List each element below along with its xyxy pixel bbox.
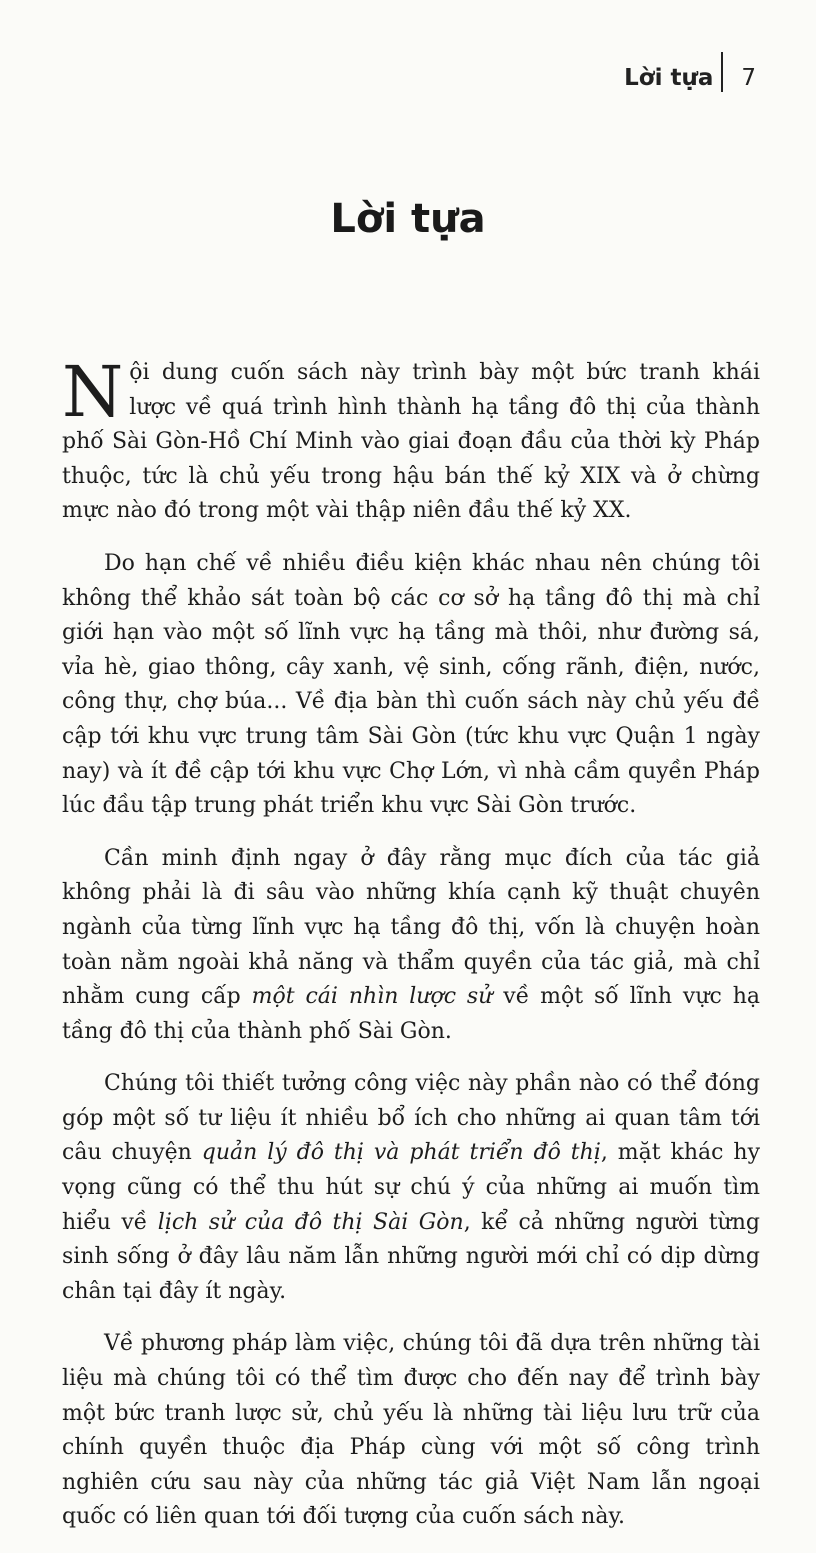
paragraph-4-text-c: , kể cả những người từng sinh sống ở đây lâu năm lẫn những người mới chỉ có dịp dừng chân tại đây ít ngày. [62,1209,760,1304]
paragraph-4 [62,1067,760,1309]
paragraph-4-italic-a: quản lý đô thị và phát triển đô thị [201,1140,601,1166]
page-number: 7 [741,65,756,91]
running-header-title: Lời tựa [624,65,714,91]
paragraph-2: Do hạn chế về nhiều điều kiện khác nhau nên chúng tôi không thể khảo sát toàn bộ các cơ sở hạ tầng đô thị mà chỉ giới hạn vào một số lĩnh vực hạ tầng mà thôi, như đường sá, vỉa hè, giao thông, cây xanh, vệ sinh, cống rãnh, điện, nước, công thự, chợ búa... Về địa bàn thì cuốn sách này chủ yếu đề cập tới khu vực trung tâm Sài Gòn (tức khu vực Quận 1 ngày nay) và ít đề cập tới khu vực Chợ Lớn, vì nhà cầm quyền Pháp lúc đầu tập trung phát triển khu vực Sài Gòn trước. [62,550,760,819]
paragraph-3 [62,842,760,1050]
paragraph-1-text: ội dung cuốn sách này trình bày một bức tranh khái lược về quá trình hình thành hạ tầng đô thị của thành phố Sài Gòn-Hồ Chí Minh vào giai đoạn đầu của thời kỳ Pháp thuộc, tức là chủ yếu trong hậu bán thế kỷ XIX và ở chừng mực nào đó trong một vài thập niên đầu thế kỷ XX. [62,360,760,524]
drop-cap: N [62,351,124,433]
body-text [62,351,761,1553]
paragraph-4-text-b: , mặt khác hy vọng cũng có thể thu hút sự chú ý của những ai muốn tìm hiểu về [62,1140,761,1235]
paragraph-3-text-b: về một số lĩnh vực hạ tầng đô thị của thành phố Sài Gòn. [62,984,761,1044]
paragraph-1 [62,351,760,529]
paragraph-5: Về phương pháp làm việc, chúng tôi đã dựa trên những tài liệu mà chúng tôi có thể tìm được cho đến nay để trình bày một bức tranh lược sử, chủ yếu là những tài liệu lưu trữ của chính quyền thuộc địa Pháp cùng với một số công trình nghiên cứu sau này của những tác giả Việt Nam lẫn ngoại quốc có liên quan tới đối tượng của cuốn sách này. [62,1331,760,1530]
paragraph-3-italic: một cái nhìn lược sử [251,984,493,1010]
header-divider [721,52,723,92]
paragraph-4-text-a: Chúng tôi thiết tưởng công việc này phần nào có thể đóng góp một số tư liệu ít nhiều bổ ích cho những ai quan tâm tới câu chuyện [62,1071,760,1166]
chapter-title: Lời tựa [330,196,486,242]
paragraph-4-italic-b: lịch sử của đô thị Sài Gòn [157,1209,464,1235]
paragraph-3-text-a: Cần minh định ngay ở đây rằng mục đích của tác giả không phải là đi sâu vào những khía cạnh kỹ thuật chuyên ngành của từng lĩnh vực hạ tầng đô thị, vốn là chuyện hoàn toàn nằm ngoài khả năng và thẩm quyền của tác giả, mà chỉ nhằm cung cấp [62,845,760,1010]
running-header [624,58,756,98]
